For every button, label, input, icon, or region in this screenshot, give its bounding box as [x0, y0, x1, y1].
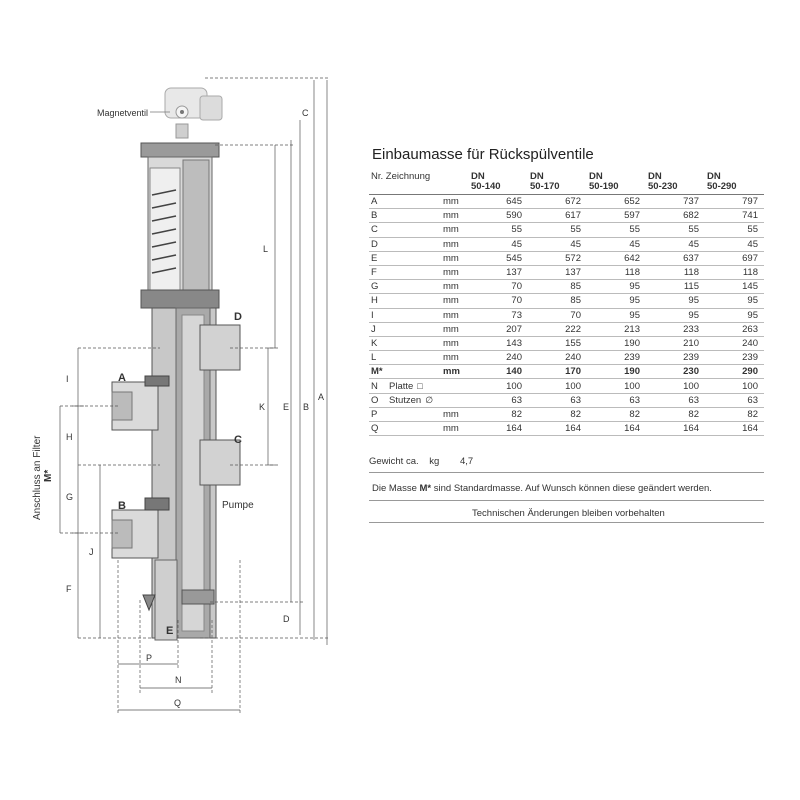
dim-n-label: N: [175, 675, 182, 685]
table-cell: 170: [565, 366, 581, 378]
table-cell: 240: [506, 352, 522, 364]
anschluss-label: Anschluss an Filter: [32, 435, 43, 520]
column-header: DN 50-230: [648, 171, 678, 192]
table-row: [369, 251, 764, 265]
table-cell: 100: [742, 380, 758, 392]
table-cell: 100: [506, 380, 522, 392]
divider: [369, 500, 764, 501]
row-label: J: [371, 323, 376, 335]
row-label: F: [371, 267, 377, 279]
table-cell: 118: [742, 267, 758, 279]
row-unit: mm: [443, 366, 460, 378]
divider: [369, 472, 764, 473]
table-cell: 45: [511, 238, 522, 250]
table-title: Einbaumasse für Rückspülventile: [372, 146, 594, 163]
table-cell: 682: [683, 210, 699, 222]
divider: [369, 522, 764, 523]
table-cell: 55: [570, 224, 581, 236]
row-unit: mm: [443, 323, 459, 335]
dim-l-label: L: [263, 244, 269, 254]
port-c-label: C: [234, 434, 242, 446]
table-cell: 118: [624, 267, 640, 279]
table-cell: 73: [511, 309, 522, 321]
weight-unit: kg: [429, 456, 440, 467]
table-cell: 95: [747, 309, 758, 321]
table-cell: 672: [565, 196, 581, 208]
table-cell: 100: [683, 380, 699, 392]
valve-body: [112, 308, 240, 640]
table-cell: 100: [565, 380, 581, 392]
table-row: [369, 336, 764, 350]
port-b-label: B: [118, 500, 126, 512]
row-label: A: [371, 196, 378, 208]
weight-row: [369, 456, 764, 467]
row-unit: mm: [443, 224, 459, 236]
row-unit: mm: [443, 267, 459, 279]
table-cell: 652: [624, 196, 640, 208]
table-row: [369, 223, 764, 237]
table-row: [369, 422, 764, 436]
table-cell: 45: [570, 238, 581, 250]
dim-d-label: D: [283, 614, 290, 624]
table-cell: 82: [688, 408, 699, 420]
table-row: [369, 393, 764, 407]
row-label: C: [371, 224, 378, 236]
row-unit: mm: [443, 337, 459, 349]
dim-g-label: G: [66, 492, 74, 502]
table-cell: 82: [747, 408, 758, 420]
table-cell: 63: [688, 394, 699, 406]
row-unit: mm: [443, 238, 459, 250]
table-cell: 239: [683, 352, 699, 364]
row-unit: mm: [443, 309, 459, 321]
table-cell: 164: [742, 423, 758, 435]
weight-label: Gewicht ca.: [369, 456, 419, 467]
row-label: N: [371, 380, 378, 392]
table-cell: 155: [565, 337, 581, 349]
table-cell: 617: [565, 210, 581, 222]
table-row: [369, 407, 764, 421]
table-cell: 145: [742, 281, 758, 293]
row-label: Q: [371, 423, 379, 435]
table-cell: 100: [624, 380, 640, 392]
table-cell: 213: [624, 323, 640, 335]
table-cell: 137: [565, 267, 581, 279]
table-cell: 164: [506, 423, 522, 435]
row-unit: mm: [443, 408, 459, 420]
row-unit: mm: [443, 423, 459, 435]
table-body: [369, 195, 764, 436]
table-cell: 95: [629, 281, 640, 293]
row-label: M*: [371, 366, 383, 378]
table-cell: 230: [683, 366, 699, 378]
row-label: E: [371, 252, 378, 264]
table-cell: 137: [506, 267, 522, 279]
dim-q-label: Q: [174, 698, 182, 708]
magnetventil-label: Magnetventil: [97, 108, 149, 118]
row-unit: Stutzen ∅: [389, 394, 434, 406]
table-cell: 233: [683, 323, 699, 335]
table-cell: 590: [506, 210, 522, 222]
row-unit: mm: [443, 295, 459, 307]
table-cell: 240: [565, 352, 581, 364]
footer-note: Technischen Änderungen bleiben vorbehalten: [472, 508, 665, 519]
table-cell: 115: [683, 281, 699, 293]
row-label: P: [371, 408, 378, 420]
table-cell: 637: [683, 252, 699, 264]
table-cell: 82: [511, 408, 522, 420]
row-unit: mm: [443, 252, 459, 264]
table-cell: 95: [688, 309, 699, 321]
table-cell: 164: [683, 423, 699, 435]
table-cell: 642: [624, 252, 640, 264]
valve-technical-drawing: [0, 0, 360, 800]
table-cell: 222: [565, 323, 581, 335]
column-header: DN 50-190: [589, 171, 619, 192]
table-row: [369, 209, 764, 223]
row-unit: mm: [443, 196, 459, 208]
table-cell: 797: [742, 196, 758, 208]
table-cell: 697: [742, 252, 758, 264]
table-cell: 45: [629, 238, 640, 250]
row-label: D: [371, 238, 378, 250]
dim-e-label: E: [283, 402, 290, 412]
table-cell: 143: [506, 337, 522, 349]
unit-symbol: ∅: [425, 394, 434, 405]
table-cell: 95: [629, 295, 640, 307]
row-label: G: [371, 281, 379, 293]
table-cell: 190: [624, 366, 640, 378]
table-cell: 207: [506, 323, 522, 335]
table-cell: 70: [511, 295, 522, 307]
table-cell: 55: [511, 224, 522, 236]
table-cell: 164: [565, 423, 581, 435]
row-label: H: [371, 295, 378, 307]
unit-symbol: □: [417, 380, 423, 391]
row-unit: Platte □: [389, 380, 423, 392]
row-label: O: [371, 394, 379, 406]
row-unit: mm: [443, 352, 459, 364]
table-cell: 118: [683, 267, 699, 279]
port-e-label: E: [166, 625, 174, 637]
table-row: [369, 280, 764, 294]
dim-j-label: J: [89, 547, 94, 557]
table-row: [369, 308, 764, 322]
table-cell: 63: [511, 394, 522, 406]
table-row: [369, 322, 764, 336]
row-unit: mm: [443, 281, 459, 293]
table-cell: 63: [570, 394, 581, 406]
port-a-label: A: [118, 372, 126, 384]
table-row: [369, 351, 764, 365]
table-row: [369, 265, 764, 279]
table-cell: 597: [624, 210, 640, 222]
table-row: [369, 379, 764, 393]
table-cell: 55: [629, 224, 640, 236]
table-cell: 741: [742, 210, 758, 222]
row-label: B: [371, 210, 378, 222]
table-cell: 85: [570, 281, 581, 293]
table-cell: 263: [742, 323, 758, 335]
pumpe-label: Pumpe: [222, 500, 254, 511]
dimension-table: [369, 172, 764, 436]
dim-f-label: F: [66, 584, 72, 594]
table-row: [369, 294, 764, 308]
table-cell: 190: [624, 337, 640, 349]
table-cell: 55: [747, 224, 758, 236]
table-row: [369, 365, 764, 379]
table-row: [369, 237, 764, 251]
row-label: L: [371, 352, 377, 364]
port-d-label: D: [234, 311, 242, 323]
table-cell: 95: [747, 295, 758, 307]
standard-note: Die Masse M* sind Standardmasse. Auf Wunsch können diese geändert werden.: [372, 483, 712, 494]
magnet-valve: [150, 88, 222, 138]
column-header: DN 50-290: [707, 171, 737, 192]
table-cell: 45: [747, 238, 758, 250]
table-row: [369, 195, 764, 209]
table-cell: 210: [683, 337, 699, 349]
dim-p-label: P: [146, 653, 153, 663]
table-header-row: [369, 172, 764, 195]
table-cell: 239: [624, 352, 640, 364]
table-cell: 164: [624, 423, 640, 435]
row-label: K: [371, 337, 378, 349]
table-cell: 572: [565, 252, 581, 264]
table-cell: 63: [747, 394, 758, 406]
table-cell: 240: [742, 337, 758, 349]
row-unit: mm: [443, 210, 459, 222]
table-cell: 70: [570, 309, 581, 321]
dim-h-label: H: [66, 432, 73, 442]
column-header: DN 50-140: [471, 171, 501, 192]
head-label: Nr. Zeichnung: [371, 171, 431, 182]
table-cell: 45: [688, 238, 699, 250]
table-cell: 95: [629, 309, 640, 321]
table-cell: 737: [683, 196, 699, 208]
table-cell: 82: [570, 408, 581, 420]
table-cell: 85: [570, 295, 581, 307]
table-cell: 63: [629, 394, 640, 406]
dim-a-label: A: [318, 392, 325, 402]
table-cell: 95: [688, 295, 699, 307]
column-header: DN 50-170: [530, 171, 560, 192]
dim-i-label: I: [66, 374, 69, 384]
dim-k-label: K: [259, 402, 266, 412]
table-cell: 140: [506, 366, 522, 378]
table-cell: 82: [629, 408, 640, 420]
m-star-label: M*: [43, 469, 54, 482]
spring-housing: [141, 143, 219, 308]
table-cell: 70: [511, 281, 522, 293]
dim-b-label: B: [303, 402, 310, 412]
row-label: I: [371, 309, 374, 321]
table-cell: 545: [506, 252, 522, 264]
table-cell: 290: [742, 366, 758, 378]
table-cell: 239: [742, 352, 758, 364]
table-cell: 645: [506, 196, 522, 208]
weight-value: 4,7: [459, 456, 474, 467]
dim-c-label: C: [302, 108, 309, 118]
table-cell: 55: [688, 224, 699, 236]
